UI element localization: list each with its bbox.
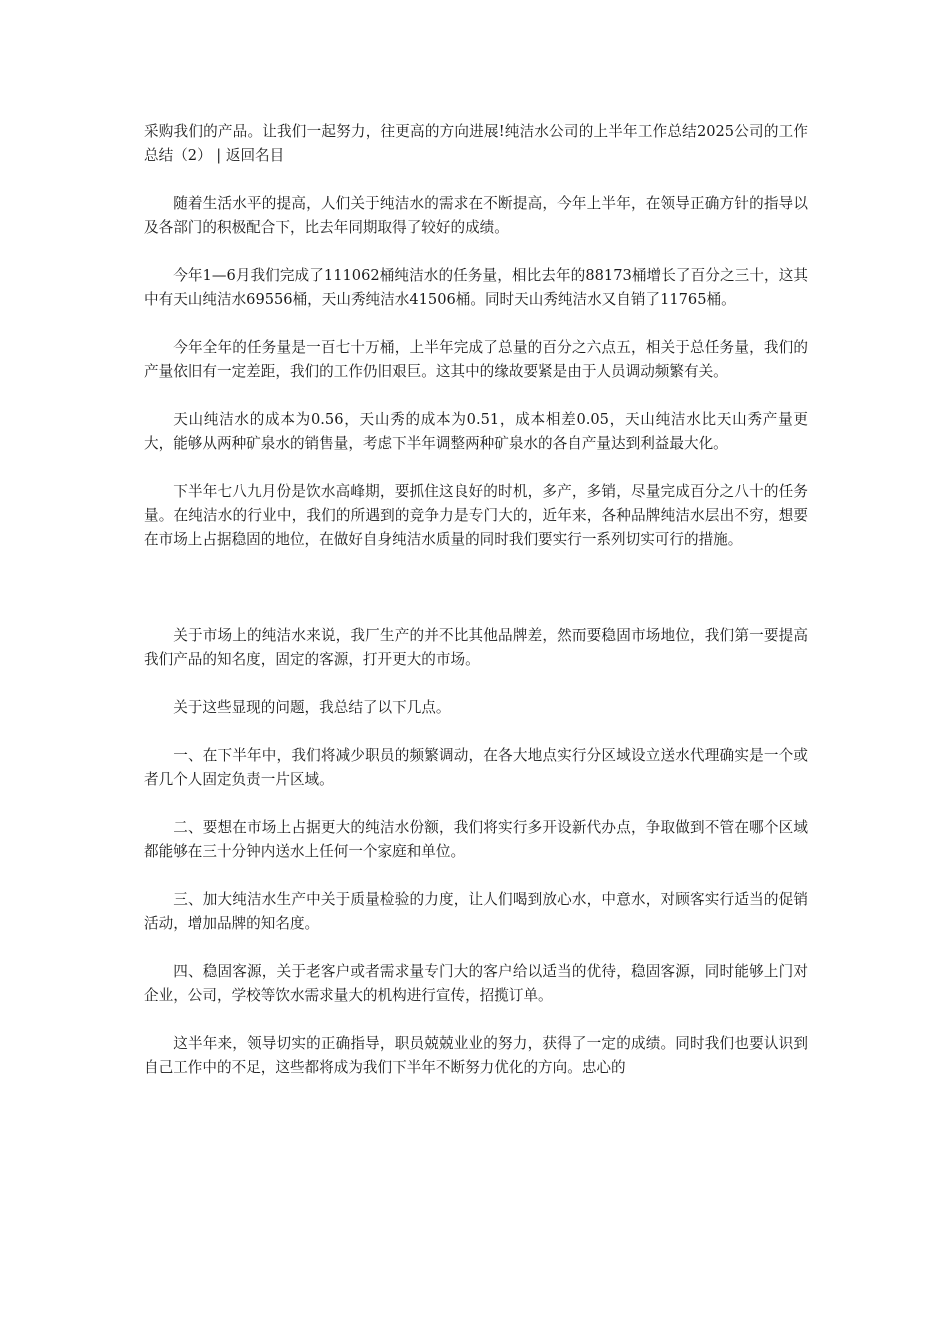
document-page: [144, 120, 808, 1080]
paragraph-background: 随着生活水平的提高，人们关于纯洁水的需求在不断提高，今年上半年，在领导正确方针的指导以及各部门的积极配合下，比去年同期取得了较好的成绩。: [144, 195, 808, 236]
paragraph-annual-target: 今年全年的任务量是一百七十万桶，上半年完成了总量的百分之六点五，相关于总任务量，我们的产量依旧有一定差距，我们的工作仍旧艰巨。这其中的缘故要紧是由于人员调动频繁有关。: [144, 339, 808, 380]
paragraph-cost: 天山纯洁水的成本为0.56，天山秀的成本为0.51，成本相差0.05，天山纯洁水比天山秀产量更大，能够从两种矿泉水的销售量，考虑下半年调整两种矿泉水的各自产量达到利益最大化。: [144, 411, 808, 452]
paragraph-point-4: 四、稳固客源，关于老客户或者需求量专门大的客户给以适当的优待，稳固客源，同时能够上门对企业，公司，学校等饮水需求量大的机构进行宣传，招揽订单。: [144, 963, 808, 1004]
paragraph-conclusion: 这半年来，领导切实的正确指导，职员兢兢业业的努力，获得了一定的成绩。同时我们也要认识到自己工作中的不足，这些都将成为我们下半年不断努力优化的方向。忠心的: [144, 1035, 808, 1076]
paragraph-market: 关于市场上的纯洁水来说，我厂生产的并不比其他品牌差，然而要稳固市场地位，我们第一要提高我们产品的知名度，固定的客源，打开更大的市场。: [144, 627, 808, 668]
paragraph-point-2: 二、要想在市场上占据更大的纯洁水份额，我们将实行多开设新代办点，争取做到不管在哪个区域都能够在三十分钟内送水上任何一个家庭和单位。: [144, 819, 808, 860]
paragraph-output: 今年1—6月我们完成了111062桶纯洁水的任务量，相比去年的88173桶增长了百分之三十，这其中有天山纯洁水69556桶，天山秀纯洁水41506桶。同时天山秀纯洁水又自销了11765桶。: [144, 267, 808, 308]
paragraph-point-3: 三、加大纯洁水生产中关于质量检验的力度，让人们喝到放心水，中意水，对顾客实行适当的促销活动，增加品牌的知名度。: [144, 891, 808, 932]
paragraph-summary-intro: 关于这些显现的问题，我总结了以下几点。: [173, 699, 451, 716]
paragraph-intro: 采购我们的产品。让我们一起努力，往更高的方向进展!纯洁水公司的上半年工作总结2025公司的工作总结（2） | 返回名目: [144, 123, 808, 164]
paragraph-second-half: 下半年七八九月份是饮水高峰期，要抓住这良好的时机，多产，多销，尽量完成百分之八十的任务量。在纯洁水的行业中，我们的所遇到的竞争力是专门大的，近年来，各种品牌纯洁水层出不穷，想要在市场上占据稳固的地位，在做好自身纯洁水质量的同时我们要实行一系列切实可行的措施。: [144, 483, 808, 548]
paragraph-point-1: 一、在下半年中，我们将减少职员的频繁调动，在各大地点实行分区域设立送水代理确实是一个或者几个人固定负责一片区域。: [144, 747, 808, 788]
